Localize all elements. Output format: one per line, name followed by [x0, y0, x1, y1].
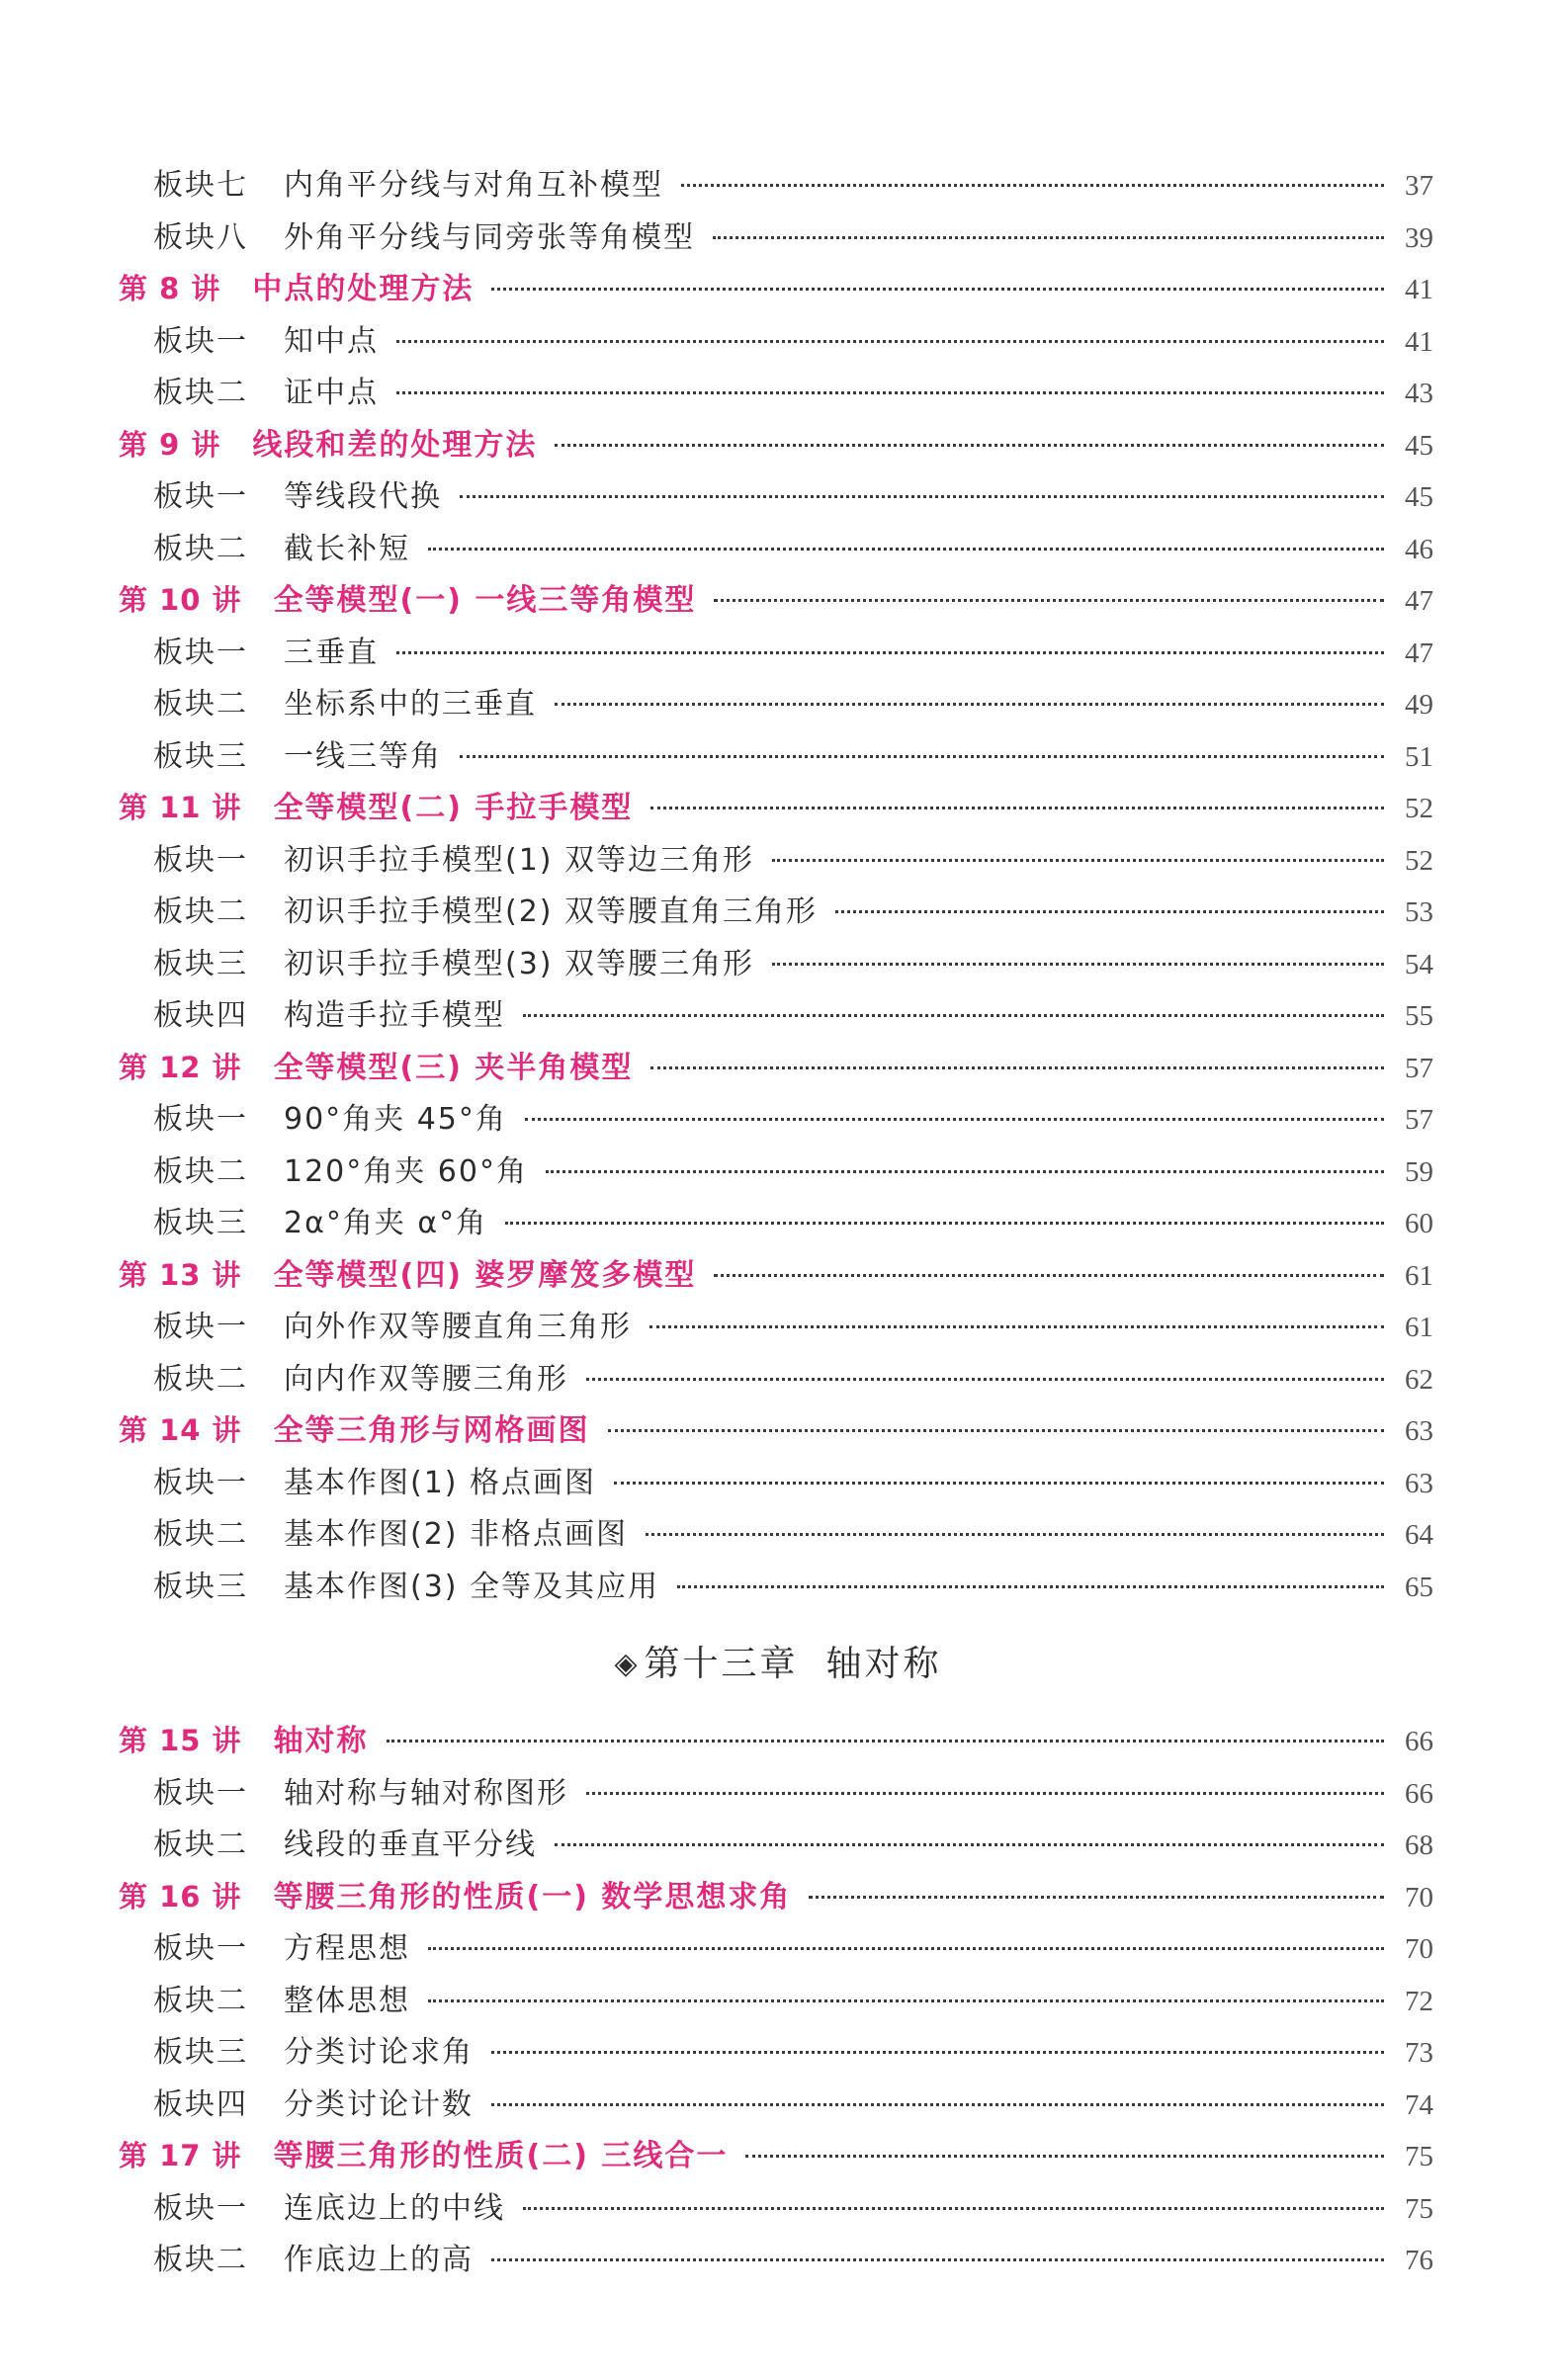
entry-title: 坐标系中的三垂直	[284, 687, 537, 722]
entry-title: 90°角夹 45°角	[284, 1102, 507, 1137]
entry-title: 三垂直	[284, 635, 379, 670]
dot-leader	[491, 2051, 1384, 2054]
entry-prefix: 第 9 讲	[119, 427, 221, 462]
entry-page-number: 75	[1405, 2192, 1433, 2225]
entry-prefix: 板块一	[153, 323, 248, 359]
entry-page-number: 63	[1405, 1415, 1433, 1447]
dot-leader	[396, 651, 1384, 654]
toc-section-entry[interactable]	[119, 628, 1433, 680]
entry-title: 初识手拉手模型(1) 双等边三角形	[284, 842, 755, 878]
toc-lecture-entry[interactable]	[119, 1405, 1433, 1458]
entry-title: 轴对称与轴对称图形	[284, 1775, 568, 1811]
entry-page-number: 47	[1405, 637, 1433, 669]
entry-prefix: 板块一	[153, 1465, 248, 1500]
dot-leader	[713, 236, 1384, 239]
dot-leader	[650, 1066, 1384, 1069]
toc-section-entry[interactable]	[119, 160, 1433, 212]
dot-leader	[646, 1533, 1384, 1536]
entry-title: 线段的垂直平分线	[284, 1828, 537, 1862]
toc-section-entry[interactable]	[119, 679, 1433, 731]
entry-prefix: 第 14 讲	[119, 1413, 242, 1447]
entry-prefix: 板块一	[153, 479, 248, 514]
entry-page-number: 57	[1405, 1052, 1433, 1084]
entry-title: 一线三等角	[284, 738, 442, 774]
dot-leader	[650, 807, 1384, 809]
toc-section-entry[interactable]	[119, 212, 1433, 265]
entry-page-number: 39	[1405, 221, 1433, 254]
entry-prefix: 板块二	[153, 1153, 248, 1189]
toc-section-entry[interactable]	[119, 1976, 1433, 2028]
toc-section-entry[interactable]	[119, 1302, 1433, 1354]
toc-section-entry[interactable]	[119, 1820, 1433, 1872]
entry-prefix: 板块一	[153, 635, 248, 670]
entry-title: 等腰三角形的性质(一) 数学思想求角	[273, 1879, 792, 1914]
dot-leader	[428, 548, 1384, 551]
entry-title: 基本作图(2) 非格点画图	[284, 1517, 629, 1552]
toc-section-entry[interactable]	[119, 1458, 1433, 1510]
entry-page-number: 49	[1405, 689, 1433, 721]
entry-prefix: 板块二	[153, 1517, 248, 1552]
toc-section-entry[interactable]	[119, 471, 1433, 524]
toc-section-entry[interactable]	[119, 2080, 1433, 2132]
entry-page-number: 41	[1405, 274, 1433, 305]
entry-page-number: 70	[1405, 1933, 1433, 1965]
entry-page-number: 52	[1405, 844, 1433, 877]
entry-page-number: 66	[1405, 1777, 1433, 1810]
dot-leader	[396, 391, 1384, 394]
entry-title: 全等模型(四) 婆罗摩笈多模型	[273, 1257, 697, 1293]
dot-leader	[525, 1118, 1384, 1121]
entry-page-number: 46	[1405, 533, 1433, 565]
diamond-icon: ◈	[614, 1647, 641, 1681]
entry-page-number: 57	[1405, 1104, 1433, 1136]
entry-title: 等腰三角形的性质(二) 三线合一	[273, 2139, 729, 2173]
entry-prefix: 板块二	[153, 894, 248, 929]
toc-lecture-entry[interactable]	[119, 1716, 1433, 1768]
entry-page-number: 45	[1405, 429, 1433, 462]
entry-page-number: 73	[1405, 2037, 1433, 2069]
toc-section-entry[interactable]	[119, 731, 1433, 784]
entry-prefix: 板块一	[153, 1310, 248, 1344]
dot-leader	[586, 1792, 1384, 1795]
dot-leader	[428, 1947, 1384, 1950]
toc-section-entry[interactable]	[119, 524, 1433, 576]
entry-page-number: 52	[1405, 793, 1433, 824]
dot-leader	[546, 1170, 1384, 1173]
dot-leader	[396, 340, 1384, 343]
toc-section-entry[interactable]	[119, 1354, 1433, 1406]
entry-prefix: 第 13 讲	[119, 1257, 242, 1292]
entry-page-number: 61	[1405, 1312, 1433, 1343]
entry-title: 作底边上的高	[284, 2243, 474, 2277]
toc-section-entry[interactable]	[119, 887, 1433, 939]
entry-page-number: 75	[1405, 2141, 1433, 2172]
entry-prefix: 板块二	[153, 1828, 248, 1862]
entry-page-number: 72	[1405, 1985, 1433, 2017]
entry-prefix: 板块二	[153, 687, 248, 722]
entry-prefix: 板块七	[153, 168, 248, 203]
entry-title: 外角平分线与同旁张等角模型	[284, 219, 695, 255]
toc-lecture-entry[interactable]	[119, 1872, 1433, 1924]
entry-page-number: 76	[1405, 2245, 1433, 2276]
entry-title: 线段和差的处理方法	[252, 427, 538, 463]
toc-section-entry[interactable]	[119, 939, 1433, 991]
entry-page-number: 61	[1405, 1259, 1433, 1292]
entry-page-number: 43	[1405, 378, 1433, 409]
entry-prefix: 板块一	[153, 2190, 248, 2226]
entry-title: 整体思想	[284, 1983, 410, 2018]
toc-section-entry[interactable]	[119, 1198, 1433, 1250]
toc-section-entry[interactable]	[119, 2027, 1433, 2080]
toc-list-part1	[119, 160, 1433, 1613]
entry-prefix: 第 16 讲	[119, 1879, 242, 1913]
entry-title: 初识手拉手模型(2) 双等腰直角三角形	[284, 894, 819, 929]
toc-lecture-entry[interactable]	[119, 420, 1433, 472]
toc-lecture-entry[interactable]	[119, 2131, 1433, 2183]
entry-prefix: 板块一	[153, 1775, 248, 1811]
entry-prefix: 第 11 讲	[119, 791, 242, 824]
entry-page-number: 63	[1405, 1467, 1433, 1499]
entry-prefix: 第 12 讲	[119, 1050, 242, 1084]
entry-title: 分类讨论计数	[284, 2086, 474, 2122]
chapter-number: 第十三章	[644, 1644, 799, 1684]
entry-title: 方程思想	[284, 1931, 410, 1966]
entry-prefix: 第 8 讲	[119, 272, 221, 305]
toc-lecture-entry[interactable]	[119, 1043, 1433, 1095]
entry-title: 初识手拉手模型(3) 双等腰三角形	[284, 946, 755, 981]
toc-lecture-entry[interactable]	[119, 783, 1433, 835]
toc-section-entry[interactable]	[119, 2235, 1433, 2287]
entry-page-number: 55	[1405, 1000, 1433, 1032]
entry-page-number: 54	[1405, 948, 1433, 980]
chapter-title: 轴对称	[825, 1644, 942, 1684]
entry-page-number: 64	[1405, 1519, 1433, 1551]
entry-prefix: 板块三	[153, 738, 248, 774]
entry-page-number: 65	[1405, 1571, 1433, 1603]
toc-section-entry[interactable]	[119, 1094, 1433, 1147]
entry-page-number: 59	[1405, 1155, 1433, 1188]
entry-page-number: 66	[1405, 1726, 1433, 1757]
entry-page-number: 51	[1405, 740, 1433, 773]
entry-prefix: 板块二	[153, 531, 248, 566]
entry-title: 等线段代换	[284, 479, 442, 514]
toc-section-entry[interactable]	[119, 1509, 1433, 1562]
entry-prefix: 板块一	[153, 842, 248, 878]
dot-leader	[523, 1014, 1384, 1017]
dot-leader	[555, 444, 1384, 447]
entry-title: 向外作双等腰直角三角形	[284, 1310, 632, 1344]
entry-prefix: 板块一	[153, 1931, 248, 1966]
entry-page-number: 47	[1405, 585, 1433, 617]
toc-section-entry[interactable]	[119, 1562, 1433, 1614]
entry-title: 构造手拉手模型	[284, 998, 505, 1033]
entry-page-number: 41	[1405, 325, 1433, 358]
dot-leader	[555, 703, 1384, 706]
dot-leader	[745, 2155, 1384, 2158]
entry-prefix: 板块三	[153, 2035, 248, 2070]
toc-section-entry[interactable]	[119, 990, 1433, 1043]
dot-leader	[428, 1999, 1384, 2002]
entry-prefix: 板块二	[153, 2243, 248, 2277]
dot-leader	[586, 1378, 1384, 1381]
chapter-heading	[0, 1636, 1556, 1686]
dot-leader	[714, 1274, 1384, 1277]
entry-title: 截长补短	[284, 531, 410, 566]
entry-page-number: 62	[1405, 1363, 1433, 1396]
entry-prefix: 板块二	[153, 376, 248, 410]
entry-title: 120°角夹 60°角	[284, 1153, 528, 1189]
dot-leader	[387, 1740, 1384, 1742]
dot-leader	[772, 859, 1384, 862]
entry-page-number: 37	[1405, 170, 1433, 202]
entry-prefix: 板块四	[153, 998, 248, 1033]
entry-prefix: 板块一	[153, 1102, 248, 1137]
entry-title: 知中点	[284, 323, 379, 359]
dot-leader	[677, 1585, 1384, 1588]
dot-leader	[649, 1325, 1384, 1328]
entry-title: 全等模型(三) 夹半角模型	[273, 1050, 634, 1085]
entry-title: 全等模型(二) 手拉手模型	[273, 791, 634, 825]
dot-leader	[681, 184, 1384, 187]
entry-page-number: 45	[1405, 481, 1433, 513]
dot-leader	[809, 1896, 1384, 1899]
entry-title: 向内作双等腰三角形	[284, 1361, 568, 1397]
entry-prefix: 板块八	[153, 219, 248, 255]
entry-title: 分类讨论求角	[284, 2035, 474, 2070]
entry-prefix: 板块三	[153, 1206, 248, 1240]
entry-prefix: 第 17 讲	[119, 2139, 242, 2172]
entry-prefix: 板块四	[153, 2086, 248, 2122]
dot-leader	[835, 910, 1384, 913]
dot-leader	[505, 1222, 1384, 1225]
entry-prefix: 板块三	[153, 946, 248, 981]
dot-leader	[460, 495, 1384, 498]
dot-leader	[714, 599, 1384, 602]
dot-leader	[772, 963, 1384, 966]
dot-leader	[491, 2258, 1384, 2261]
entry-title: 证中点	[284, 376, 379, 410]
entry-title: 2α°角夹 α°角	[284, 1206, 488, 1240]
entry-prefix: 板块三	[153, 1569, 248, 1604]
toc-section-entry[interactable]	[119, 835, 1433, 888]
entry-page-number: 53	[1405, 896, 1433, 928]
entry-prefix: 板块二	[153, 1983, 248, 2018]
toc-list-part2	[119, 1716, 1433, 2287]
entry-title: 基本作图(1) 格点画图	[284, 1465, 597, 1500]
entry-title: 轴对称	[273, 1724, 369, 1758]
toc-lecture-entry[interactable]	[119, 1250, 1433, 1303]
dot-leader	[614, 1482, 1384, 1485]
dot-leader	[608, 1429, 1384, 1432]
dot-leader	[555, 1843, 1384, 1846]
entry-title: 中点的处理方法	[252, 272, 475, 306]
toc-section-entry[interactable]	[119, 1768, 1433, 1821]
toc-lecture-entry[interactable]	[119, 264, 1433, 316]
entry-prefix: 第 15 讲	[119, 1724, 242, 1757]
dot-leader	[460, 755, 1384, 758]
entry-page-number: 60	[1405, 1208, 1433, 1239]
dot-leader	[523, 2207, 1384, 2210]
toc-section-entry[interactable]	[119, 1923, 1433, 1976]
toc-section-entry[interactable]	[119, 368, 1433, 420]
toc-section-entry[interactable]	[119, 2183, 1433, 2236]
entry-title: 基本作图(3) 全等及其应用	[284, 1569, 660, 1604]
entry-title: 全等模型(一) 一线三等角模型	[273, 583, 697, 618]
toc-lecture-entry[interactable]	[119, 575, 1433, 628]
entry-page-number: 68	[1405, 1829, 1433, 1861]
entry-title: 全等三角形与网格画图	[273, 1413, 590, 1448]
toc-section-entry[interactable]	[119, 1147, 1433, 1199]
entry-prefix: 板块二	[153, 1361, 248, 1397]
toc-section-entry[interactable]	[119, 316, 1433, 369]
dot-leader	[491, 288, 1384, 291]
entry-title: 内角平分线与对角互补模型	[284, 168, 663, 203]
entry-prefix: 第 10 讲	[119, 583, 242, 617]
entry-page-number: 74	[1405, 2088, 1433, 2121]
dot-leader	[491, 2103, 1384, 2106]
entry-page-number: 70	[1405, 1881, 1433, 1913]
entry-title: 连底边上的中线	[284, 2190, 505, 2226]
